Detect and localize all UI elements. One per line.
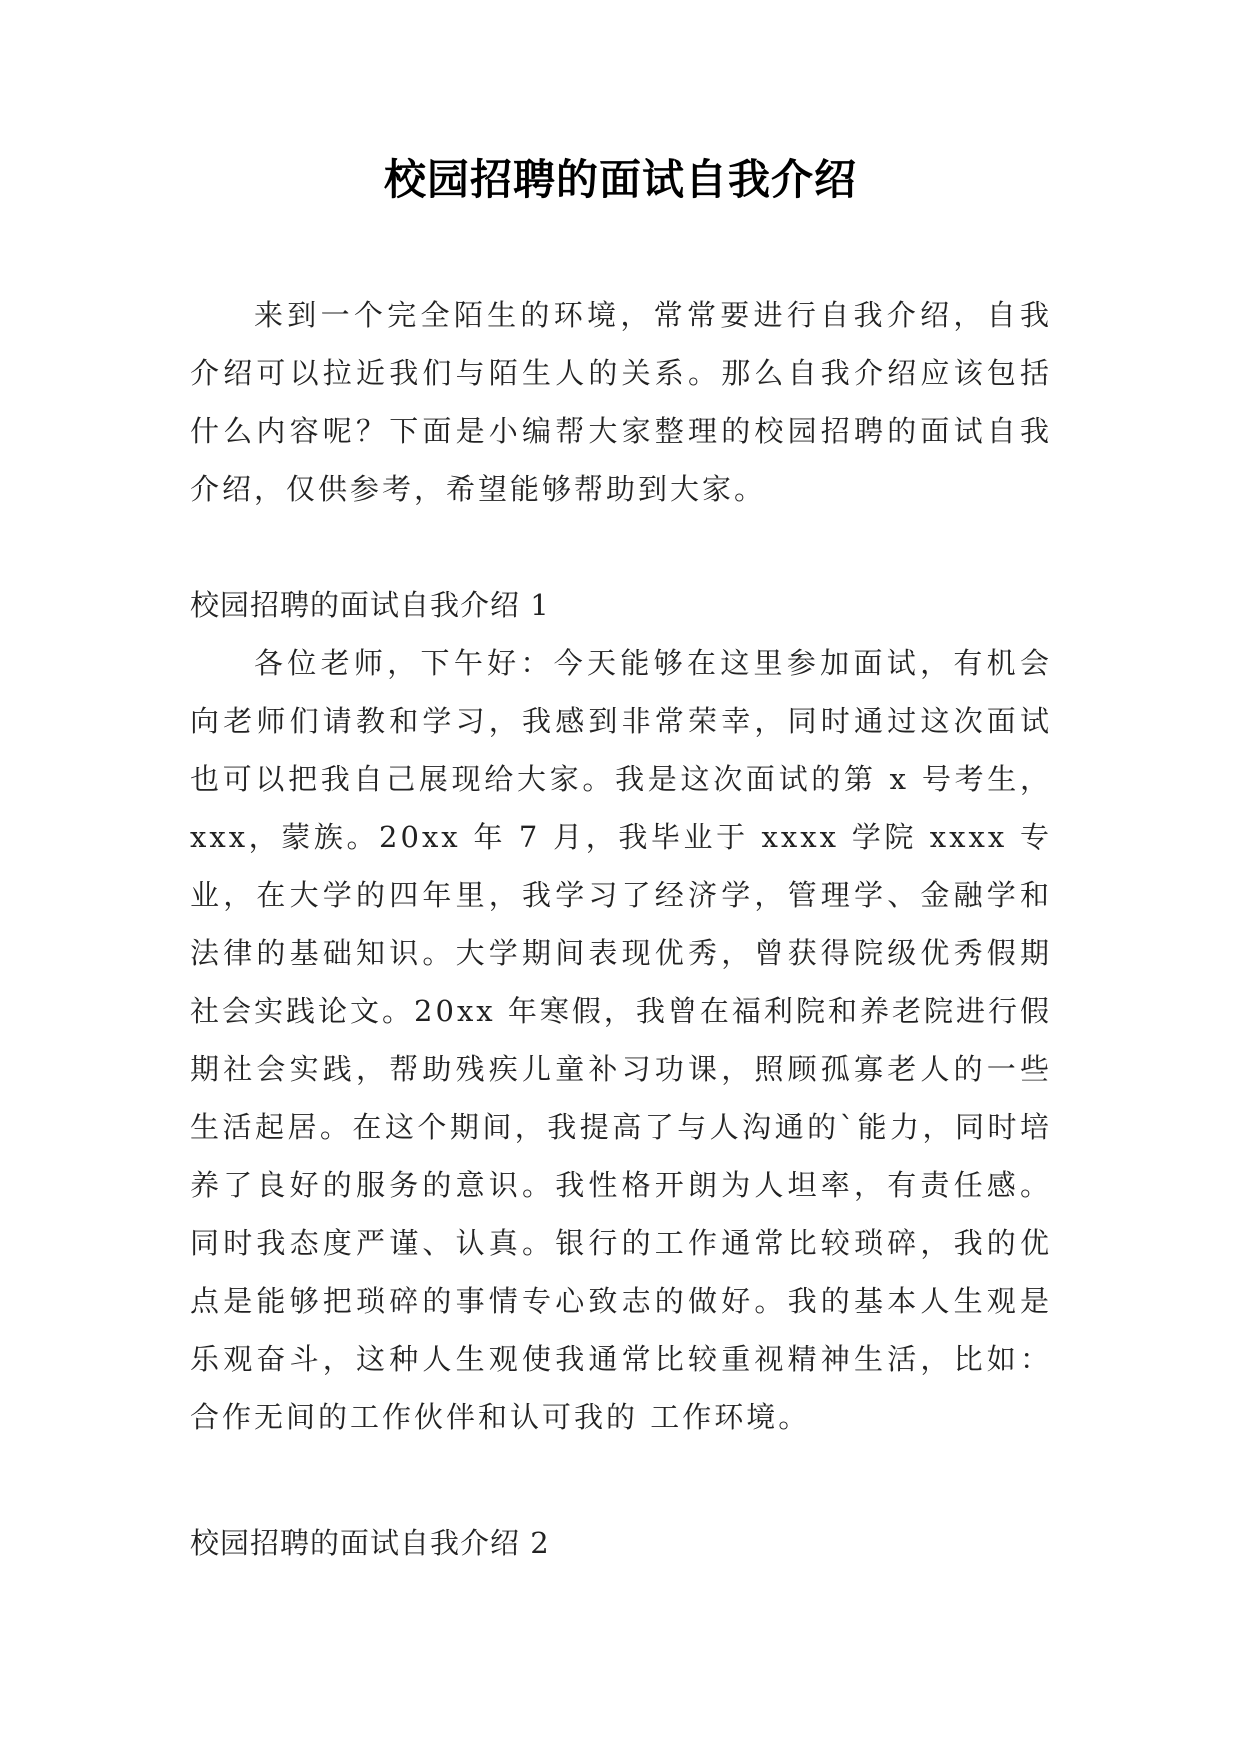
document-title: 校园招聘的面试自我介绍 <box>383 155 857 204</box>
intro-paragraph: 来到一个完全陌生的环境，常常要进行自我介绍，自我介绍可以拉近我们与陌生人的关系。那么自我介绍应该包括什么内容呢？下面是小编帮大家整理的校园招聘的面试自我介绍，仅供参考，希望能够帮助到大家。 <box>190 298 1052 506</box>
section-1-paragraph: 各位老师，下午好：今天能够在这里参加面试，有机会向老师们请教和学习，我感到非常荣幸，同时通过这次面试也可以把我自己展现给大家。我是这次面试的第 x 号考生，xxx，蒙族。20xx 年 7 月，我毕业于 xxxx 学院 xxxx 专业，在大学的四年里，我学习了经济学，管理学、金融学和法律的基础知识。大学期间表现优秀，曾获得院级优秀假期社会实践论文。20xx 年寒假，我曾在福利院和养老院进行假期社会实践，帮助残疾儿童补习功课，照顾孤寡老人的一些生活起居。在这个期间，我提高了与人沟通的`能力，同时培养了良好的服务的意识。我性格开朗为人坦率，有责任感。同时我态度严谨、认真。银行的工作通常比较琐碎，我的优点是能够把琐碎的事情专心致志的做好。我的基本人生观是乐观奋斗，这种人生观使我通常比较重视精神生活，比如：合作无间的工作伙伴和认可我的 工作环境。 <box>190 646 1052 1434</box>
section-heading-2: 校园招聘的面试自我介绍 2 <box>190 1526 550 1560</box>
section-heading-1: 校园招聘的面试自我介绍 1 <box>190 588 550 622</box>
